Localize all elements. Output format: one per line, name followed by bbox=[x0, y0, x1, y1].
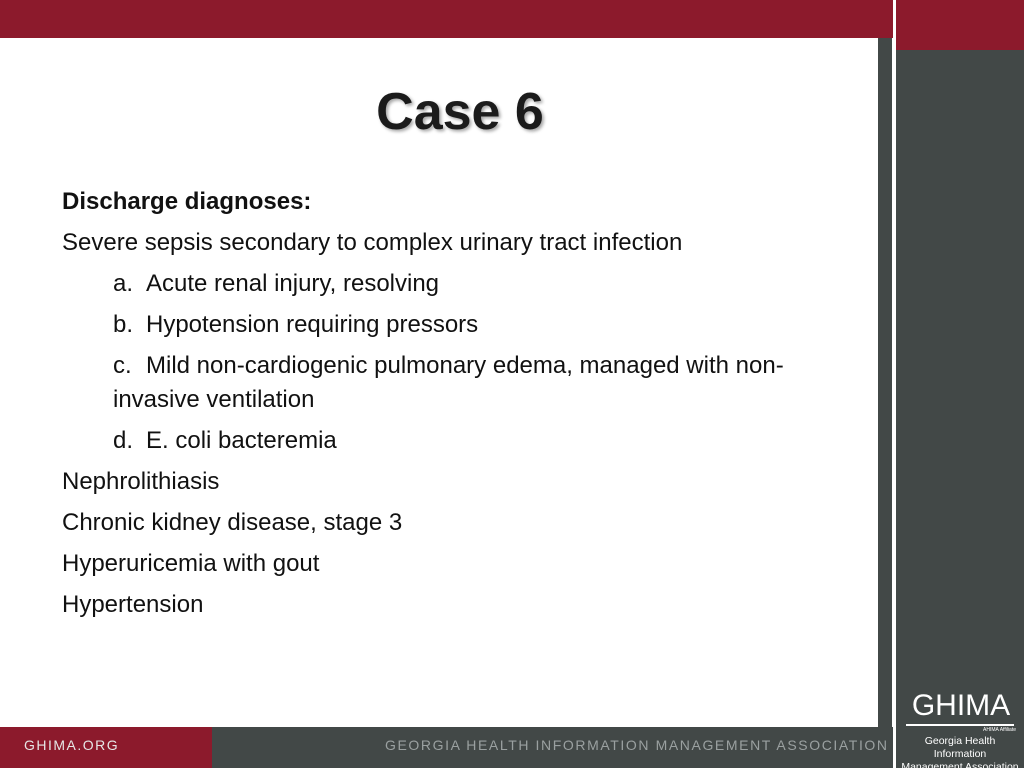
discharge-heading: Discharge diagnoses: bbox=[62, 188, 312, 215]
list-item-letter: a. bbox=[113, 270, 134, 297]
footer-url[interactable]: GHIMA.ORG bbox=[24, 737, 120, 753]
right-side-panel bbox=[896, 50, 1024, 768]
diagnosis-item: Nephrolithiasis bbox=[62, 468, 220, 495]
logo-subtitle-line: Management Association bbox=[901, 761, 1019, 773]
logo-wordmark: GHIMA bbox=[911, 689, 1011, 722]
list-item-text: E. coli bacteremia bbox=[146, 427, 337, 454]
list-item-text: Hypotension requiring pressors bbox=[146, 311, 479, 338]
list-item bbox=[62, 349, 862, 383]
primary-diagnosis: Severe sepsis secondary to complex urinary tract infection bbox=[62, 229, 683, 256]
top-banner-right bbox=[896, 0, 1024, 50]
list-item-letter: d. bbox=[113, 427, 134, 454]
list-item bbox=[62, 308, 862, 342]
top-banner-left bbox=[0, 0, 893, 38]
list-item-text: Acute renal injury, resolving bbox=[146, 270, 440, 297]
diagnosis-item: Chronic kidney disease, stage 3 bbox=[62, 509, 403, 536]
slide-title: Case 6 bbox=[376, 83, 544, 141]
footer-organization: GEORGIA HEALTH INFORMATION MANAGEMENT ASSOCIATION bbox=[385, 737, 889, 753]
ghima-logo bbox=[898, 688, 1022, 773]
logo-underline bbox=[906, 724, 1014, 726]
slide-content bbox=[62, 185, 862, 629]
list-item-letter: b. bbox=[113, 311, 134, 338]
diagnosis-item: Hyperuricemia with gout bbox=[62, 550, 320, 577]
list-item bbox=[62, 267, 862, 301]
logo-subtitle bbox=[898, 735, 1022, 774]
list-item-text: Mild non-cardiogenic pulmonary edema, managed with non- bbox=[146, 352, 784, 379]
list-item-letter: c. bbox=[113, 352, 132, 379]
diagnosis-item: Hypertension bbox=[62, 591, 204, 618]
logo-affiliate: AHIMA Affiliate bbox=[983, 727, 1016, 733]
list-item-continuation: invasive ventilation bbox=[113, 386, 315, 413]
list-item bbox=[62, 424, 862, 458]
logo-subtitle-line: Georgia Health Information bbox=[924, 735, 996, 760]
